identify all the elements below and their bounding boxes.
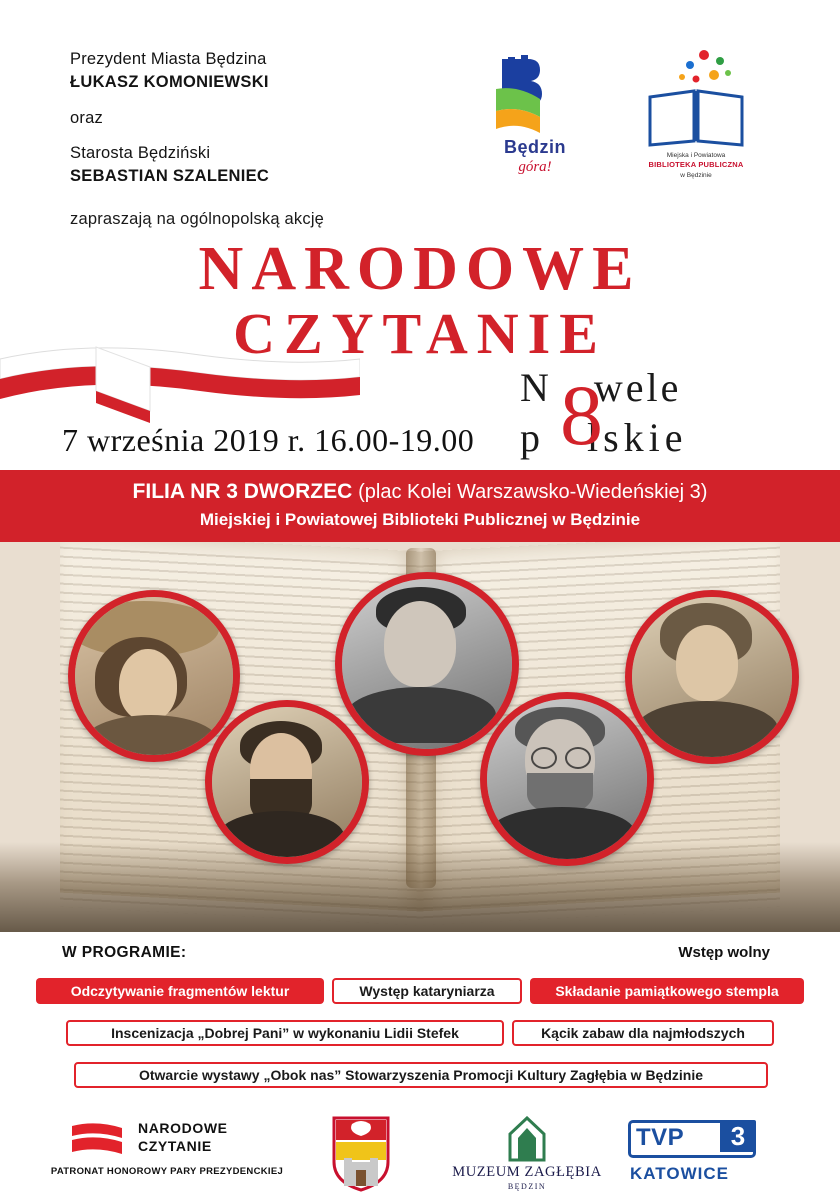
portrait-woman-right <box>625 590 799 764</box>
open-book-icon <box>630 45 762 150</box>
library-line-1: Miejska i Powiatowa <box>666 152 726 159</box>
library-line-2: BIBLIOTEKA PUBLICZNA <box>648 160 744 170</box>
library-logo <box>630 45 762 190</box>
organizer-name-president: ŁUKASZ KOMONIEWSKI <box>70 72 269 91</box>
subtitle-polskie-rest: lskie <box>587 415 688 460</box>
bedzin-coat-of-arms-icon <box>330 1114 392 1192</box>
free-entry-label: Wstęp wolny <box>678 944 770 961</box>
footer-logos <box>0 1108 840 1200</box>
muzeum-window-icon <box>504 1116 550 1162</box>
organizer-header <box>70 48 470 229</box>
portrait-bearded-man-image <box>212 707 362 857</box>
bedzin-castle-icon <box>488 55 574 137</box>
organizer-role-president: Prezydent Miasta Będzina <box>70 50 267 68</box>
subtitle-eight-figure: 8 <box>560 367 603 463</box>
tvp3-katowice-logo <box>628 1120 768 1190</box>
muzeum-name: MUZEUM ZAGŁĘBIA <box>452 1164 602 1180</box>
subtitle-nowele-n: N <box>520 365 552 410</box>
subtitle-polskie-p: p <box>520 415 545 460</box>
library-line-3: w Będzinie <box>680 172 712 180</box>
polish-flag-ribbon <box>0 345 360 425</box>
portrait-woman-hat-image <box>75 597 233 755</box>
venue-institution: Miejskiej i Powiatowej Biblioteki Publicznej w Będzinie <box>199 510 641 529</box>
programme-item-1[interactable]: Odczytywanie fragmentów lektur <box>36 978 324 1004</box>
programme-item-6[interactable]: Otwarcie wystawy „Obok nas” Stowarzyszenia Promocji Kultury Zagłębia w Będzinie <box>74 1062 768 1088</box>
venue-banner <box>0 470 840 542</box>
narodowe-czytanie-mark-icon <box>70 1122 128 1158</box>
title-czytanie: CZYTANIE <box>233 301 607 366</box>
programme-item-4[interactable]: Inscenizacja „Dobrej Pani” w wykonaniu Lidii Stefek <box>66 1020 504 1046</box>
muzeum-city: BĘDZIN <box>507 1182 547 1191</box>
portrait-woman-right-image <box>632 597 792 757</box>
book-shadow <box>0 842 840 932</box>
venue-address: (plac Kolei Warszawsko-Wiedeńskiej 3) <box>358 481 708 503</box>
programme-title: W PROGRAMIE: <box>62 944 187 961</box>
book-photo-area <box>0 542 840 932</box>
tvp-word: TVP <box>636 1124 685 1151</box>
subtitle-nowele-rest: wele <box>593 365 682 410</box>
event-date: 7 września 2019 r. 16.00-19.00 <box>62 422 475 458</box>
nc-logo-line-1: NARODOWE <box>138 1120 228 1136</box>
programme-item-5[interactable]: Kącik zabaw dla najmłodszych <box>512 1020 774 1046</box>
muzeum-zaglebia-logo <box>452 1116 602 1196</box>
library-logo-caption <box>630 151 762 181</box>
bedzin-logo-name: Będzin <box>503 137 566 157</box>
venue-name: FILIA NR 3 DWORZEC <box>132 480 353 503</box>
nc-logo-line-2: CZYTANIE <box>138 1138 212 1154</box>
venue-line <box>0 480 840 504</box>
narodowe-czytanie-logo <box>42 1116 292 1186</box>
organizer-name-starosta: SEBASTIAN SZALENIEC <box>70 167 270 186</box>
title-narodowe: NARODOWE <box>198 235 642 303</box>
invitation-text: zapraszają na ogólnopolską akcję <box>70 209 325 228</box>
tvp-channel-number: 3 <box>720 1120 756 1152</box>
bedzin-logo-tagline: góra! <box>518 159 552 175</box>
portrait-man-glasses <box>480 692 654 866</box>
tvp-city: KATOWICE <box>630 1164 729 1183</box>
programme-item-2[interactable]: Występ kataryniarza <box>332 978 522 1004</box>
programme-item-3[interactable]: Składanie pamiątkowego stempla <box>530 978 804 1004</box>
bedzin-logo <box>480 55 590 180</box>
portrait-man-glasses-image <box>487 699 647 859</box>
nc-logo-patronage: PATRONAT HONOROWY PARY PREZYDENCKIEJ <box>50 1166 284 1177</box>
organizer-role-starosta: Starosta Będziński <box>70 144 211 163</box>
organizer-conjunction: oraz <box>70 108 103 127</box>
